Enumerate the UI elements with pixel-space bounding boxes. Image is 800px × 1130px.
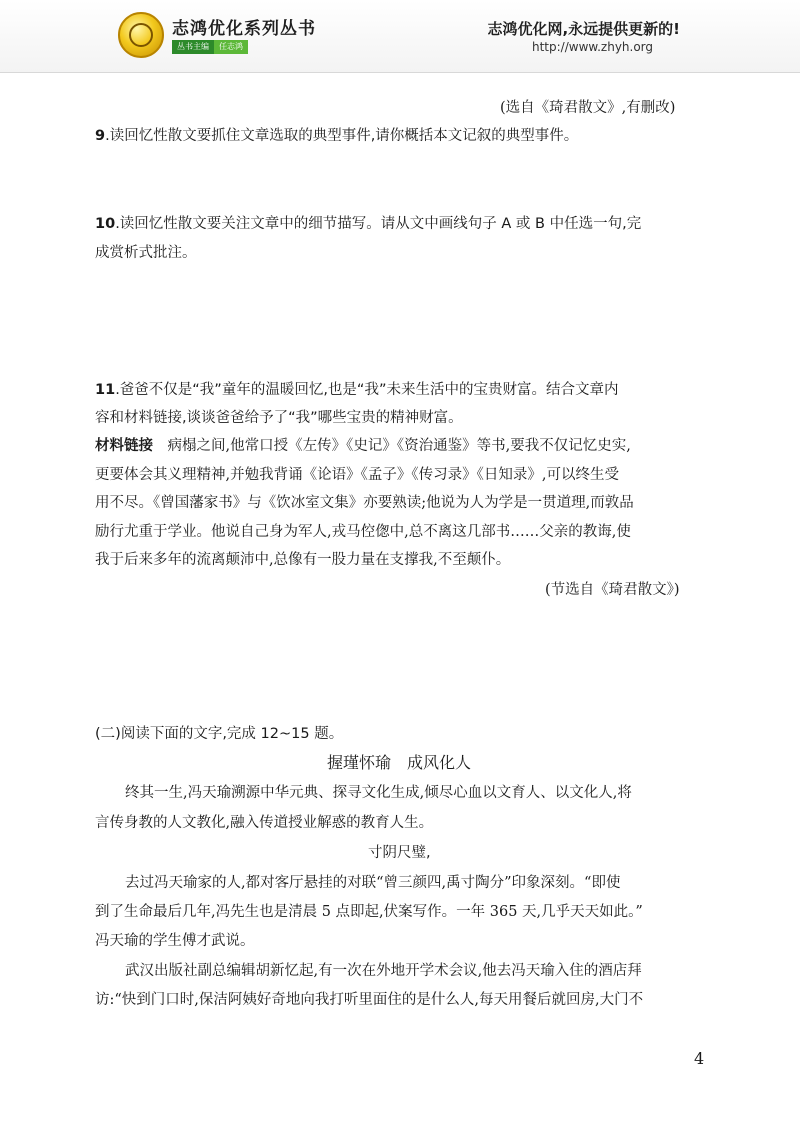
question-10-number: 10 — [95, 216, 116, 232]
series-logo-icon — [118, 12, 164, 58]
series-title: 志鸿优化系列丛书 — [172, 19, 316, 39]
editor-label: 丛书主编 — [172, 40, 214, 54]
material-line-4: 励行尤重于学业。他说自己身为军人,戎马倥偬中,总不离这几部书……父亲的教诲,使 — [95, 524, 631, 540]
material-label: 材料链接 — [95, 438, 153, 454]
question-9-number: 9 — [95, 128, 106, 144]
material-line-3: 用不尽。《曾国藩家书》与《饮冰室文集》亦要熟读;他说为人为学是一贯道理,而敦品 — [95, 495, 634, 511]
question-10-line-2: 成赏析式批注。 — [95, 245, 197, 261]
paragraph-3-line-2: 访:“快到门口时,保洁阿姨好奇地向我打听里面住的是什么人,每天用餐后就回房,大门不 — [95, 992, 644, 1008]
paragraph-3-line-1: 武汉出版社副总编辑胡新忆起,有一次在外地开学术会议,他去冯天瑜入住的酒店拜 — [125, 963, 642, 979]
article-title: 握瑾怀瑜 成风化人 — [327, 753, 472, 772]
paragraph-2-line-2: 到了生命最后几年,冯先生也是清晨 5 点即起,伏案写作。一年 365 天,几乎天天如此。” — [95, 904, 643, 920]
page-header — [0, 0, 800, 73]
source-note: (选自《琦君散文》,有删改) — [500, 100, 676, 116]
paragraph-2-line-3: 冯天瑜的学生傅才武说。 — [95, 933, 255, 949]
paragraph-1-line-1: 终其一生,冯天瑜溯源中华元典、探寻文化生成,倾尽心血以文育人、以文化人,将 — [125, 785, 632, 801]
paragraph-2-line-1: 去过冯天瑜家的人,都对客厅悬挂的对联“曾三颜四,禹寸陶分”印象深刻。“即使 — [125, 875, 621, 891]
editor-name: 任志鸿 — [214, 40, 248, 54]
material-line-5: 我于后来多年的流离颠沛中,总像有一股力量在支撑我,不至颠仆。 — [95, 552, 511, 568]
section-2-heading: (二)阅读下面的文字,完成 12~15 题。 — [95, 726, 344, 742]
question-10 — [95, 214, 641, 234]
question-10-line-1: .读回忆性散文要关注文章中的细节描写。请从文中画线句子 A 或 B 中任选一句,完 — [115, 216, 642, 232]
header-url[interactable]: http://www.zhyh.org — [532, 40, 654, 54]
question-9-text: .读回忆性散文要抓住文章选取的典型事件,请你概括本文记叙的典型事件。 — [105, 128, 579, 144]
question-11-number: 11 — [95, 382, 116, 398]
question-11 — [95, 380, 618, 400]
paragraph-1-line-2: 言传身教的人文教化,融入传道授业解惑的教育人生。 — [95, 815, 434, 831]
article-subtitle: 寸阴尺璧, — [368, 845, 431, 861]
material-text-1: 病榻之间,他常口授《左传》《史记》《资治通鉴》等书,要我不仅记忆史实, — [167, 438, 631, 454]
page-number: 4 — [694, 1049, 705, 1068]
material-line-1 — [95, 436, 631, 456]
question-11-line-2: 容和材料链接,谈谈爸爸给予了“我”哪些宝贵的精神财富。 — [95, 410, 463, 426]
question-9 — [95, 126, 578, 146]
material-line-2: 更要体会其义理精神,并勉我背诵《论语》《孟子》《传习录》《日知录》,可以终生受 — [95, 467, 619, 483]
header-slogan: 志鸿优化网,永远提供更新的! — [487, 20, 680, 38]
question-11-line-1: .爸爸不仅是“我”童年的温暖回忆,也是“我”未来生活中的宝贵财富。结合文章内 — [115, 382, 619, 398]
editor-badge — [172, 40, 248, 54]
material-source: (节选自《琦君散文》) — [545, 582, 680, 598]
